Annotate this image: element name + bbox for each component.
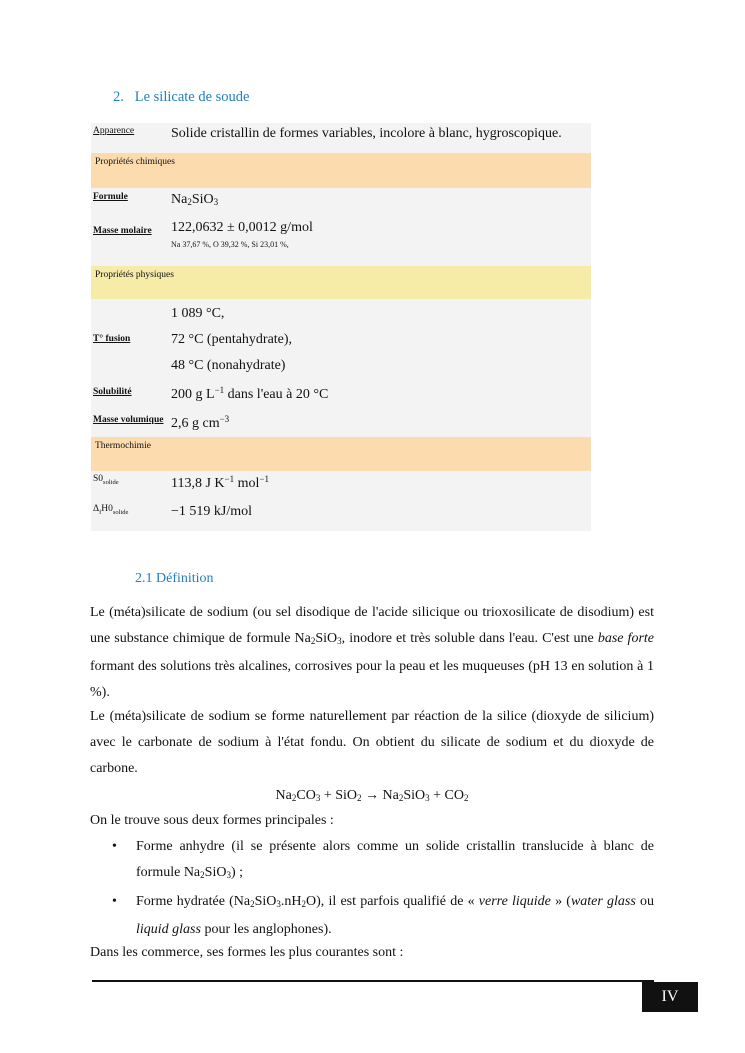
masse-molaire-value: 122,0632 ± 0,0012 g/mol <box>171 220 313 235</box>
solubilite-value: 200 g $L^{-1}$ dans l'eau à 20 °C <box>171 385 329 402</box>
s0-value: 113,8 J $K^{-1}$ mol$^{-1}$ <box>171 474 269 491</box>
row-thermo-header <box>91 437 591 471</box>
row-solubilite <box>91 379 591 409</box>
masse-volumique-value: 2,6 g $cm^{-3}$ <box>171 414 230 431</box>
base-forte-text: base forte <box>597 631 655 646</box>
bullet-list <box>90 834 654 943</box>
solubilite-label: Solubilité <box>93 387 132 397</box>
formule-value: $Na_2SiO_3$ <box>171 192 219 207</box>
s0-label: $S0_{solide}$ <box>93 474 119 486</box>
masse-volumique-label: Masse volumique <box>93 415 164 425</box>
page-number: IV <box>642 982 698 1012</box>
paragraph-1: Le (méta)silicate de sodium (ou sel disodique de l'acide silicique ou trioxosilicate de disodium) est une substance chimique de formule $Na_2SiO_3$, inodore et très soluble dans l'eau. C'est une base forte formant des solutions très alcalines, corrosives pour la peau et les muqueuses (pH 13 en solution à 1 %). <box>90 605 655 700</box>
bullet-icon: • <box>112 839 117 854</box>
formule-label: Formule <box>93 192 128 202</box>
apparence-label: Apparence <box>93 126 135 136</box>
row-chem-header <box>91 153 591 188</box>
fusion-value-2: 72 °C (pentahydrate), <box>171 332 293 347</box>
masse-molaire-label: Masse molaire <box>93 226 152 236</box>
delta-h-label: $\Delta_fH0_{solide}$ <box>93 504 129 516</box>
paragraph-2: Le (méta)silicate de sodium se forme naturellement par réaction de la silice (dioxyde de silicium) avec le carbonate de sodium à l'état fondu. On obtient du silicate de sodium et du dioxyde de carbone. <box>90 709 654 776</box>
fusion-values <box>171 299 591 379</box>
bullet-item-hydratee: • Forme hydratée $(Na_2SiO_3.nH_2O)$, il est parfois qualifié de « verre liquide » (water glass ou liquid glass pour les anglophones). <box>90 889 654 943</box>
fusion-label: T° fusion <box>93 334 131 344</box>
delta-h-value: −1 519 kJ/mol <box>171 504 253 519</box>
row-s0 <box>91 471 591 501</box>
row-masse-volumique <box>91 409 591 437</box>
phys-header: Propriétés physiques <box>95 270 174 280</box>
paragraph-4: Dans les commerce, ses formes les plus courantes sont : <box>90 945 404 960</box>
row-phys-header <box>91 266 591 299</box>
paragraph-3: On le trouve sous deux formes principales : <box>90 813 334 828</box>
row-fusion <box>91 299 591 379</box>
properties-table <box>91 123 591 531</box>
fusion-value-1: 1 089 °C, <box>171 306 225 321</box>
masse-molaire-cell <box>171 216 591 266</box>
row-apparence <box>91 123 591 153</box>
equation: $Na_2CO_3 + SiO_2 \to Na_2SiO_3 + CO_2$ <box>275 788 469 803</box>
fusion-value-3: 48 °C (nonahydrate) <box>171 358 286 373</box>
chem-header: Propriétés chimiques <box>95 157 175 167</box>
apparence-value: Solide cristallin de formes variables, incolore à blanc, hygroscopique. <box>171 126 562 141</box>
row-delta-h <box>91 501 591 531</box>
definition-title: 2.1 Définition <box>135 571 214 586</box>
section-title: 2. Le silicate de soude <box>113 89 250 105</box>
bullet-icon: • <box>112 894 117 909</box>
row-formule <box>91 188 591 216</box>
footer-divider <box>92 980 654 982</box>
bullet-item-anhydre: • Forme anhydre (il se présente alors comme un solide cristallin translucide à blanc de formule $Na_2SiO_3$) ; <box>90 834 654 888</box>
masse-molaire-note: Na 37,67 %, O 39,32 %, Si 23,01 %, <box>171 240 289 249</box>
thermo-header: Thermochimie <box>95 441 151 451</box>
row-masse-molaire <box>91 216 591 266</box>
